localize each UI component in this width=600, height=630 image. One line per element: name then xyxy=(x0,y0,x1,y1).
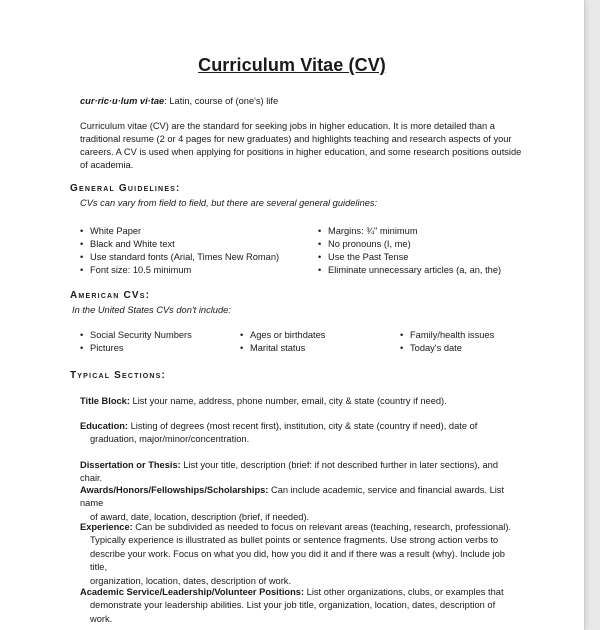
american-cvs-heading: American CVs: xyxy=(70,290,151,301)
entry-label: Academic Service/Leadership/Volunteer Positions: xyxy=(80,587,305,597)
section-experience xyxy=(80,521,520,588)
general-guidelines-subtitle: CVs can vary from field to field, but there are several general guidelines: xyxy=(80,198,378,208)
guideline-item: • Use the Past Tense xyxy=(318,252,408,262)
guideline-item: • Margins: ¾" minimum xyxy=(318,226,418,236)
exclusion-item: • Pictures xyxy=(80,343,124,353)
entry-text: Can be subdivided as needed to focus on relevant areas (teaching, research, professional). xyxy=(132,522,512,532)
entry-label: Awards/Honors/Fellowships/Scholarships: xyxy=(80,485,269,495)
entry-text: graduation, major/minor/concentration. xyxy=(90,434,250,445)
guideline-item: • Font size: 10.5 minimum xyxy=(80,265,191,275)
section-academic-service xyxy=(80,586,520,626)
document-title: Curriculum Vitae (CV) xyxy=(198,55,386,75)
entry-label: Dissertation or Thesis: xyxy=(80,460,181,470)
general-guidelines-heading: General Guidelines: xyxy=(70,183,181,194)
entry-text: demonstrate your leadership abilities. List your job title, organization, location, dates, description of xyxy=(90,600,496,611)
section-awards xyxy=(80,484,520,524)
exclusion-item: • Marital status xyxy=(240,343,305,353)
entry-text: work. xyxy=(90,613,113,624)
guideline-item: • Eliminate unnecessary articles (a, an, the) xyxy=(318,265,501,275)
entry-text: of award, date, location, description (brief, if needed). xyxy=(90,511,310,522)
entry-label: Title Block: xyxy=(80,396,130,406)
entry-text: List other organizations, clubs, or examples that xyxy=(304,587,504,597)
guideline-item: • Black and White text xyxy=(80,239,175,249)
entry-label: Experience: xyxy=(80,522,133,532)
intro-line-4: of academia. xyxy=(80,160,134,170)
guideline-item: • Use standard fonts (Arial, Times New Roman) xyxy=(80,252,279,262)
section-title-block xyxy=(80,395,520,408)
entry-text: Listing of degrees (most recent first), institution, city & state (country if need), date of xyxy=(128,421,478,431)
exclusion-item: • Today's date xyxy=(400,343,462,353)
etymology-term: cur·ric·u·lum vi·tae xyxy=(80,96,165,106)
entry-text: List your title, description (brief: if not described further in later sections), and chair. xyxy=(80,460,499,484)
exclusion-item: • Family/health issues xyxy=(400,330,494,340)
section-education xyxy=(80,420,520,447)
entry-text: List your name, address, phone number, email, city & state (country if need). xyxy=(129,396,447,406)
intro-line-2: traditional resume (2 or 4 pages for new graduates) and highlights teaching and research aspects of your xyxy=(80,134,512,144)
entry-label: Education: xyxy=(80,421,129,431)
typical-sections-heading: Typical Sections: xyxy=(70,370,167,381)
entry-text: Typically experience is illustrated as bullet points or sentence fragments. Use strong action verbs to xyxy=(90,535,499,546)
entry-text: organization, location, dates, description of work. xyxy=(90,575,292,586)
etymology-line xyxy=(80,95,278,109)
entry-text: Can include academic, service and financial awards. List name xyxy=(80,485,505,509)
intro-line-1: Curriculum vitae (CV) are the standard for seeking jobs in higher education. It is more detailed than a xyxy=(80,121,495,131)
american-cvs-subtitle: In the United States CVs don't include: xyxy=(72,305,231,315)
guideline-item: • White Paper xyxy=(80,226,141,236)
guideline-item: • No pronouns (I, me) xyxy=(318,239,411,249)
exclusion-item: • Social Security Numbers xyxy=(80,330,192,340)
etymology-definition: : Latin, course of (one's) life xyxy=(164,96,279,106)
entry-text: describe your work. Focus on what you did, how you did it and if there was a result (why). Include job title, xyxy=(90,548,505,573)
section-dissertation xyxy=(80,459,520,486)
intro-line-3: careers. A CV is used when applying for positions in higher education, and some research positions outside xyxy=(80,147,522,157)
exclusion-item: • Ages or birthdates xyxy=(240,330,325,340)
